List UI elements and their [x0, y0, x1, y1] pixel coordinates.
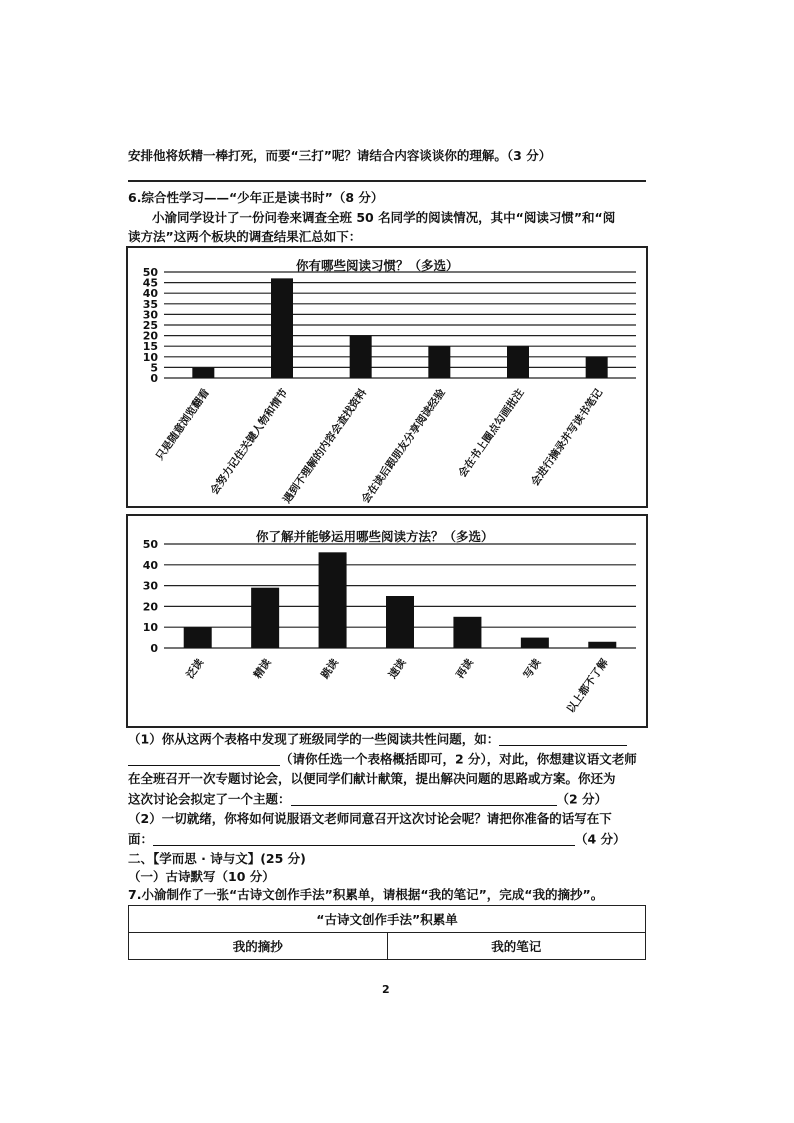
divider	[128, 180, 646, 182]
bar	[350, 336, 372, 378]
y-tick-label: 20	[142, 329, 158, 343]
q6-intro-line2: 读方法”这两个板块的调查结果汇总如下：	[128, 229, 362, 244]
chart2-title: 你了解并能够运用哪些阅读方法？（多选）	[256, 529, 494, 544]
q7-text: 7.小渝制作了一张“古诗文创作手法”积累单，请根据“我的笔记”，完成“我的摘抄”。	[128, 887, 604, 902]
y-tick-label: 5	[150, 361, 158, 375]
y-tick-label: 0	[150, 372, 158, 385]
answer-blank-persuade[interactable]	[153, 833, 575, 846]
q6-sub2-line1: （2）一切就绪，你将如何说服语文老师同意召开这次讨论会呢？请把你准备的话写在下	[128, 811, 612, 826]
bar	[271, 278, 293, 378]
x-tick-label: 遇到不理解的内容会查找资料	[281, 386, 370, 506]
y-tick-label: 20	[142, 600, 158, 614]
q6-sub1-line4	[128, 793, 607, 806]
table-col-notes: 我的笔记	[387, 933, 646, 960]
x-tick-label: 会在读后跟朋友分享阅读经验	[359, 386, 448, 506]
bar	[386, 596, 414, 648]
x-tick-label: 跳读	[319, 656, 342, 681]
y-tick-label: 40	[142, 558, 158, 572]
x-tick-label: 会进行摘录并写读书笔记	[529, 386, 606, 489]
bar	[184, 627, 212, 648]
section2-heading: 二、【学而思 · 诗与文】(25 分)	[128, 851, 306, 866]
x-tick-label: 泛读	[184, 656, 207, 681]
y-tick-label: 0	[150, 642, 158, 655]
q6-heading: 6.综合性学习——“少年正是读书时”（8 分）	[128, 190, 384, 205]
q6-sub1-line3: 在全班召开一次专题讨论会，以便同学们献计献策，提出解决问题的思路或方案。你还为	[128, 771, 616, 786]
bar	[588, 642, 616, 648]
x-tick-label: 会在书上圈点勾画批注	[456, 386, 527, 480]
chart1-title: 你有哪些阅读习惯？（多选）	[296, 258, 459, 273]
bar	[586, 357, 608, 378]
accumulation-table	[128, 905, 646, 960]
answer-blank-theme[interactable]	[291, 793, 557, 806]
x-tick-label: 速读	[386, 656, 409, 681]
x-tick-label: 只是随意浏览翻看	[153, 386, 212, 463]
x-tick-label: 再读	[454, 656, 476, 681]
q6-sub1-line2	[128, 753, 637, 766]
section2-part1: （一）古诗默写（10 分）	[128, 869, 275, 884]
q6-sub1-line2-text: （请你任选一个表格概括即可，2 分），对此，你想建议语文老师	[280, 751, 637, 767]
bar	[453, 617, 481, 648]
bar	[507, 346, 529, 378]
q6-intro-line1: 小渝同学设计了一份问卷来调查全班 50 名同学的阅读情况，其中“阅读习惯”和“阅	[152, 210, 616, 225]
bar	[192, 367, 214, 378]
y-tick-label: 50	[142, 266, 158, 279]
x-tick-label: 会努力记住关键人物和情节	[208, 386, 291, 497]
bar	[428, 346, 450, 378]
y-tick-label: 30	[142, 308, 158, 322]
chart1-svg	[128, 248, 646, 506]
y-tick-label: 10	[142, 350, 158, 364]
q6-sub1-score: （2 分）	[556, 791, 608, 807]
x-tick-label: 写读	[521, 656, 544, 681]
y-tick-label: 30	[142, 579, 158, 593]
y-tick-label: 35	[142, 297, 158, 311]
q6-sub2-score: （4 分）	[575, 831, 626, 847]
bar	[521, 638, 549, 648]
q6-sub2-line2-text: 面：	[128, 831, 154, 847]
y-tick-label: 50	[142, 538, 158, 551]
q6-sub2-line2	[128, 833, 626, 846]
q6-sub1-line1	[128, 733, 627, 746]
chart2-svg	[128, 516, 646, 726]
bar	[319, 552, 347, 648]
table-col-excerpt: 我的摘抄	[129, 933, 388, 960]
y-tick-label: 15	[142, 340, 158, 354]
y-tick-label: 25	[142, 319, 158, 332]
y-tick-label: 10	[142, 621, 158, 635]
q5-continuation: 安排他将妖精一棒打死，而要“三打”呢？请结合内容谈谈你的理解。（3 分）	[128, 148, 552, 163]
y-tick-label: 45	[142, 276, 158, 290]
answer-blank-1a[interactable]	[499, 733, 627, 746]
answer-blank-1b[interactable]	[128, 753, 280, 766]
page-number: 2	[382, 983, 390, 996]
y-tick-label: 40	[142, 287, 158, 301]
bar	[251, 588, 279, 648]
x-tick-label: 精读	[251, 656, 274, 681]
table-title: “古诗文创作手法”积累单	[129, 906, 646, 933]
q6-sub1-line1-text: （1）你从这两个表格中发现了班级同学的一些阅读共性问题，如：	[128, 731, 500, 747]
x-tick-label: 以上都不了解	[564, 656, 611, 716]
q6-sub1-line4-text: 这次讨论会拟定了一个主题：	[128, 791, 291, 807]
